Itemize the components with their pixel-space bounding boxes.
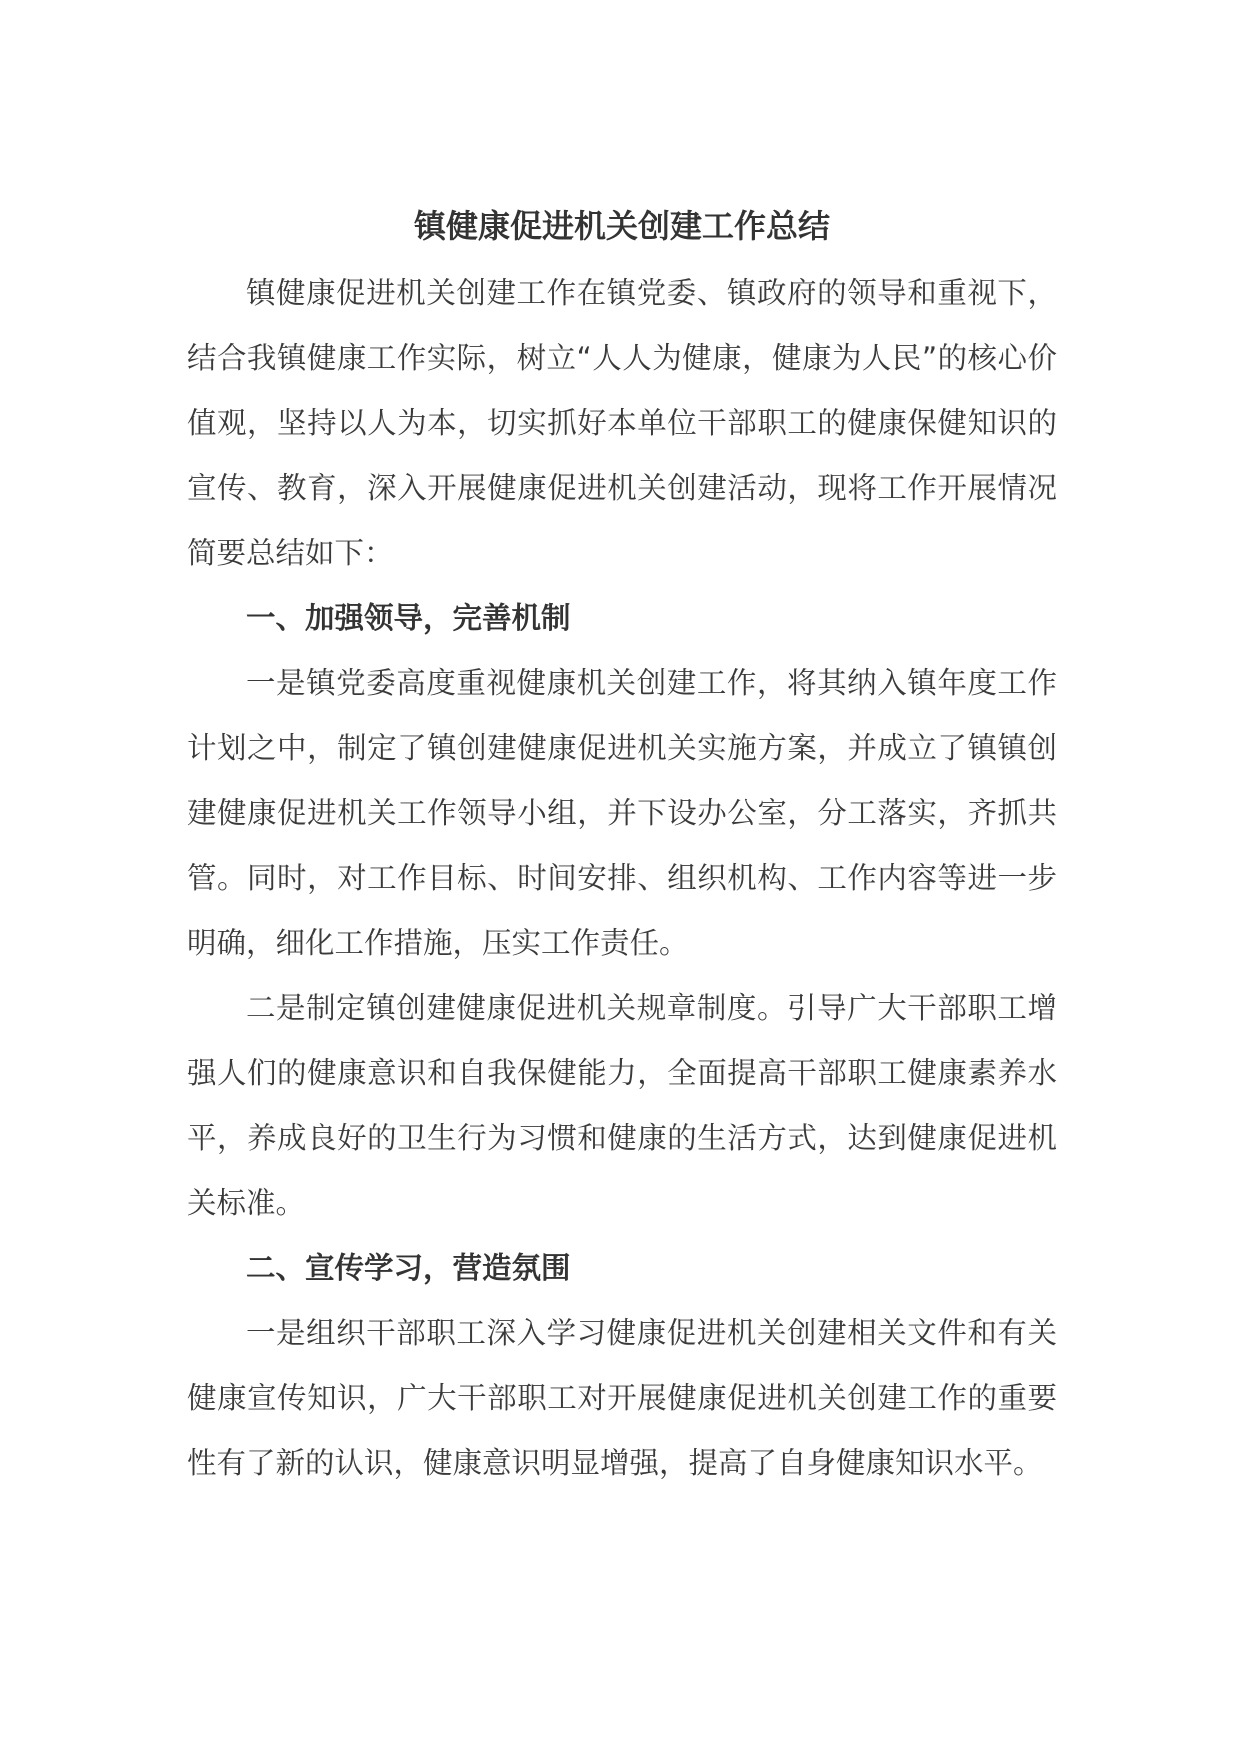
section-heading-2: 二、宣传学习，营造氛围 — [246, 1251, 571, 1285]
intro-paragraph: 镇健康促进机关创建工作在镇党委、镇政府的领导和重视下，结合我镇健康工作实际，树立“人人为健康，健康为人民”的核心价值观，坚持以人为本，切实抓好本单位干部职工的健康保健知识的宣传、教育，深入开展健康促进机关创建活动，现将工作开展情况简要总结如下： — [187, 276, 1057, 570]
document-title: 镇健康促进机关创建工作总结 — [413, 207, 830, 245]
section-1-paragraph-1: 一是镇党委高度重视健康机关创建工作，将其纳入镇年度工作计划之中，制定了镇创建健康促进机关实施方案，并成立了镇镇创建健康促进机关工作领导小组，并下设办公室，分工落实，齐抓共管。同时，对工作目标、时间安排、组织机构、工作内容等进一步明确，细化工作措施，压实工作责任。 — [187, 666, 1057, 960]
section-1-paragraph-2: 二是制定镇创建健康促进机关规章制度。引导广大干部职工增强人们的健康意识和自我保健能力，全面提高干部职工健康素养水平，养成良好的卫生行为习惯和健康的生活方式，达到健康促进机关标准。 — [187, 991, 1057, 1220]
section-heading-1: 一、加强领导，完善机制 — [246, 601, 571, 635]
section-2-paragraph-1: 一是组织干部职工深入学习健康促进机关创建相关文件和有关健康宣传知识，广大干部职工对开展健康促进机关创建工作的重要性有了新的认识，健康意识明显增强，提高了自身健康知识水平。 — [187, 1316, 1057, 1480]
document-body — [187, 200, 1057, 1496]
